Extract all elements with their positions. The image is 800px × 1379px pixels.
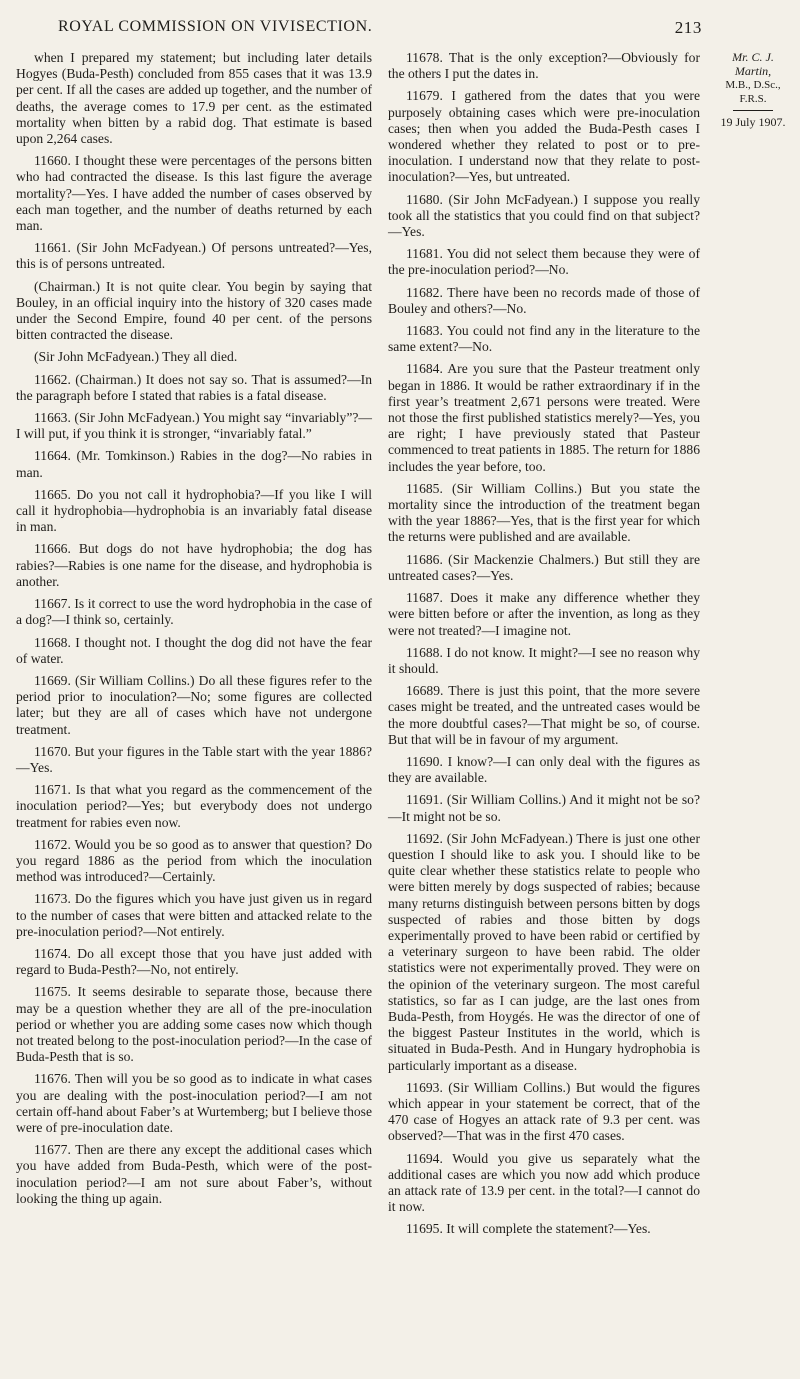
paragraph: 11667. Is it correct to use the word hydrophobia in the case of a dog?—I think so, certainly.: [16, 596, 372, 628]
evidence-date: 19 July 1907.: [720, 115, 786, 129]
paragraph: 11672. Would you be so good as to answer that question? Do you regard 1886 as the period from which the inoculation method was introduced?—Certainly.: [16, 836, 372, 885]
page-number: 213: [674, 18, 702, 37]
paragraph: 11683. You could not find any in the literature to the same extent?—No.: [388, 323, 700, 355]
witness-degrees-line1: M.B., D.Sc.,: [725, 79, 781, 91]
paragraph: 11665. Do you not call it hydrophobia?—If you like I will call it hydrophobia—hydrophobia is an invariably fatal disease in man.: [16, 486, 372, 535]
page-header: [16, 18, 784, 42]
paragraph: (Chairman.) It is not quite clear. You begin by saying that Bouley, in an official inquiry into the history of 320 cases made under the Second Empire, found 40 per cent. of the persons bitten contracted the disease.: [16, 278, 372, 343]
paragraph: 11692. (Sir John McFadyean.) There is just one other question I should like to ask you. I should like to be quite clear whether these statistics relate to people who were bitten merely by dogs suspected of rabies; because many returns distinguish between persons bitten by dogs suspected of rabies and those bitten by dogs experimentally proved to have been rabid or certified by a veterinary surgeon to have been rabid. The older statistics were not experimentally proved. They were on the opinion of the veterinary surgeon. The most careful statistics, so far as I can judge, are the last ones from Buda-Pesth, from Hoygés. He was the director of one of the biggest Pasteur Institutes in the world, which is situated in Buda-Pesth. And in Hungary hydrophobia is particularly important as a disease.: [388, 830, 700, 1073]
paragraph: 11662. (Chairman.) It does not say so. That is assumed?—In the paragraph before I stated that rabies is a fatal disease.: [16, 371, 372, 403]
paragraph: (Sir John McFadyean.) They all died.: [34, 349, 238, 365]
left-column: [16, 50, 372, 1213]
paragraph: 11660. I thought these were percentages of the persons bitten who had contracted the disease. Is this last figure the average mortality?—Yes. I have added the number of cases observed by each man together, and the number of deaths returned by each man.: [16, 153, 372, 234]
paragraph: 11695. It will complete the statement?—Yes.: [406, 1221, 651, 1237]
paragraph: 11674. Do all except those that you have just added with regard to Buda-Pesth?—No, not entirely.: [16, 945, 372, 978]
paragraph: 11670. But your figures in the Table start with the year 1886?—Yes.: [16, 743, 372, 775]
witness-name-line2: Martin,: [734, 64, 772, 78]
paragraph: 11669. (Sir William Collins.) Do all these figures refer to the period prior to inoculation?—No; some figures are collected later; but they are all of cases which have not undergone treatment.: [16, 672, 372, 737]
paragraph: 11668. I thought not. I thought the dog did not have the fear of water.: [16, 634, 372, 666]
paragraph: 11686. (Sir Mackenzie Chalmers.) But still they are untreated cases?—Yes.: [388, 551, 700, 583]
paragraph: 11675. It seems desirable to separate those, because there may be a question whether they are all of the pre-inoculation period or whether you are adding some cases now which though not treated belong to the post-inoculation period?—In the case of Buda-Pesth that is so.: [16, 984, 372, 1065]
paragraph: 16689. There is just this point, that the more severe cases might be treated, and the untreated cases would be the more doubtful cases?—That might be so, of course. But that will be in favour of my argument.: [388, 683, 700, 747]
paragraph: 11679. I gathered from the dates that you were purposely obtaining cases which were pre-inoculation cases; then when you added the Buda-Pesth cases I wondered whether they related to post or to pre-inoculation. I understand now that they relate to post-inoculation?—Yes, but untreated.: [388, 88, 700, 185]
paragraph: 11666. But dogs do not have hydrophobia; the dog has rabies?—Rabies is one name for the disease, and hydrophobia is another.: [16, 541, 372, 589]
paragraph: 11664. (Mr. Tomkinson.) Rabies in the dog?—No rabies in man.: [16, 448, 372, 480]
paragraph: 11688. I do not know. It might?—I see no reason why it should.: [388, 644, 700, 676]
witness-margin-note: [712, 50, 794, 129]
paragraph: 11678. That is the only exception?—Obviously for the others I put the dates in.: [388, 50, 700, 82]
paragraph: 11684. Are you sure that the Pasteur treatment only began in 1886. It would be rather extraordinary if in the first year’s treatment 2,671 persons were treated. Were not those the first published statistics merely?—Yes, you are right; I have previously stated that Pasteur commenced to treat patients in 1885. The return for 1886 includes the year before, too.: [388, 361, 700, 474]
paragraph: when I prepared my statement; but including later details Hogyes (Buda-Pesth) concluded from 855 cases that it was 13.9 per cent. If all the cases are added up together, and the number of deaths, the average comes to 17.9 per cent. as the estimated mortality when bitten by a rabid dog. That estimate is based upon 2,264 cases.: [16, 50, 372, 147]
paragraph: 11661. (Sir John McFadyean.) Of persons untreated?—Yes, this is of persons untreated.: [16, 240, 372, 272]
paragraph: 11682. There have been no records made of those of Bouley and others?—No.: [388, 284, 700, 316]
paragraph: 11687. Does it make any difference whether they were bitten before or after the invention, as long as they were not treated?—I imagine not.: [388, 590, 700, 638]
running-title: ROYAL COMMISSION ON VIVISECTION.: [58, 18, 373, 35]
paragraph: 11677. Then are there any except the additional cases which you have added from Buda-Pesth, which were of the post-inoculation period?—I am not sure about Faber’s, without looking the thing up again.: [16, 1142, 372, 1206]
paragraph: 11691. (Sir William Collins.) And it might not be so?—It might not be so.: [388, 792, 700, 824]
paragraph: 11681. You did not select them because they were of the pre-inoculation period?—No.: [388, 246, 700, 278]
paragraph: 11693. (Sir William Collins.) But would the figures which appear in your statement be correct, that of the 470 case of Hogyes an attack rate of 9.3 per cent. was observed?—That was in the first 470 cases.: [388, 1079, 700, 1144]
paragraph: 11680. (Sir John McFadyean.) I suppose you really took all the statistics that you could find on that subject?—Yes.: [388, 191, 700, 240]
paragraph: 11690. I know?—I can only deal with the figures as they are available.: [388, 753, 700, 786]
paragraph: 11663. (Sir John McFadyean.) You might say “invariably”?—I will put, if you think it is stronger, “invariably fatal.”: [16, 410, 372, 442]
paragraph: 11673. Do the figures which you have just given us in regard to the number of cases that were bitten and attacked relate to the pre-inoculation period?—Not entirely.: [16, 891, 372, 939]
paragraph: 11694. Would you give us separately what the additional cases are which you now add which produce an attack rate of 13.9 per cent. in the total?—I cannot do it now.: [388, 1150, 700, 1215]
paragraph: 11676. Then will you be so good as to indicate in what cases you are dealing with the post-inoculation period?—I am not certain off-hand about Faber’s at Wurtemberg; but I believe those were of pre-inoculation date.: [16, 1071, 372, 1135]
divider: [733, 110, 773, 111]
paragraph: 11685. (Sir William Collins.) But you state the mortality since the introduction of the treatment began with the year 1886?—Yes, that is the first year for which the returns were published and are available.: [388, 480, 700, 545]
paragraph: 11671. Is that what you regard as the commencement of the inoculation period?—Yes; but everybody does not undergo treatment for rabies even now.: [16, 782, 372, 830]
witness-degrees-line2: F.R.S.: [739, 93, 767, 105]
witness-name-line1: Mr. C. J.: [732, 50, 774, 64]
right-column: [388, 50, 700, 1244]
